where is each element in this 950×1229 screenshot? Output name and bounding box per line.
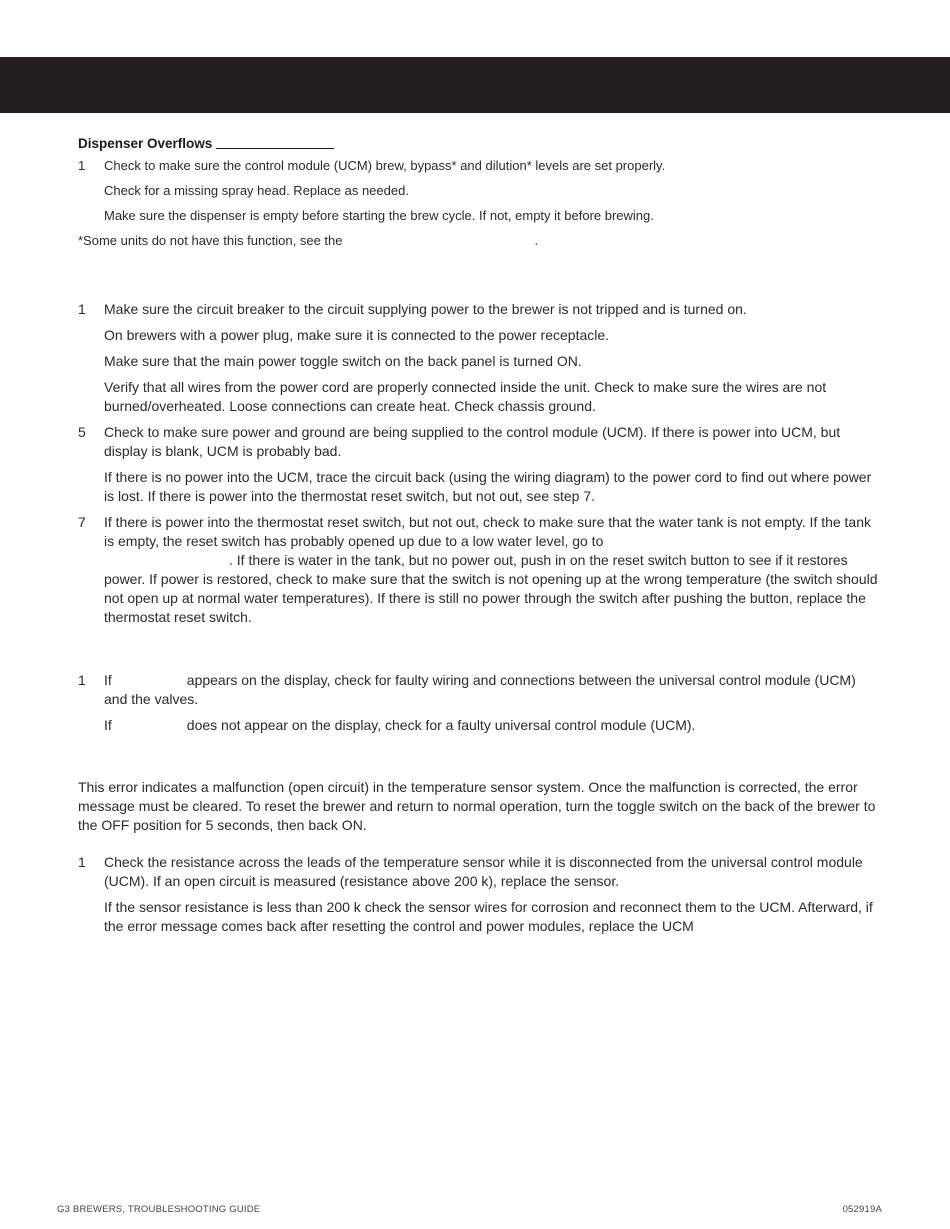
- item-text: . If there is water in the tank, but no power out, push in on the reset switch button to see if it restores power. If power is restored, check to make sure that the switch is not opening up at the wrong temperature (the switch should not open up at normal water temperatures). If there is still no power through the switch after pushing the button, replace the thermostat reset switch.: [104, 552, 878, 625]
- title-underline: [216, 148, 334, 149]
- section-valve-error: [78, 671, 878, 735]
- header-bar: [0, 57, 950, 113]
- footer-title: G3 BREWERS, TROUBLESHOOTING GUIDE: [57, 1204, 261, 1215]
- list-item: [78, 182, 878, 200]
- item-text: If the sensor resistance is less than 200 k check the sensor wires for corrosion and reconnect them to the UCM. Afterward, if the error message comes back after resetting the control and power modules, replace the UCM: [104, 899, 873, 934]
- item-number: 1: [78, 301, 86, 317]
- list-item: [78, 326, 878, 345]
- page-content: [78, 136, 878, 943]
- item-text: Make sure that the main power toggle switch on the back panel is turned ON.: [104, 353, 582, 369]
- item-text: On brewers with a power plug, make sure it is connected to the power receptacle.: [104, 327, 610, 343]
- item-text: Check the resistance across the leads of the temperature sensor while it is disconnected from the universal control module (UCM). If an open circuit is measured (resistance above 200 k), replace the sensor.: [104, 854, 863, 889]
- item-text: does not appear on the display, check for a faulty universal control module (UCM).: [186, 717, 696, 733]
- item-text: appears on the display, check for faulty wiring and connections between the universal control module (UCM) and the valves.: [104, 672, 856, 707]
- item-number: 7: [78, 514, 86, 530]
- section-no-power: [78, 300, 878, 627]
- item-number: 1: [78, 854, 86, 870]
- item-text: Check to make sure power and ground are being supplied to the control module (UCM). If there is power into UCM, but display is blank, UCM is probably bad.: [104, 424, 841, 459]
- list-item: [78, 853, 878, 891]
- section-dispenser-overflows: [78, 136, 878, 250]
- item-text: Verify that all wires from the power cord are properly connected inside the unit. Check to make sure the wires are not burned/overheated. Loose connections can create heat. Check chassis ground.: [104, 379, 827, 414]
- item-number: 1: [78, 672, 86, 688]
- list-item: [78, 468, 878, 506]
- item-number: 1: [78, 158, 86, 173]
- item-text: Check to make sure the control module (UCM) brew, bypass* and dilution* levels are set properly.: [104, 158, 666, 173]
- item-text: Check for a missing spray head. Replace as needed.: [104, 183, 409, 198]
- list-item: [78, 898, 878, 936]
- footer-doc-number: 052919A: [842, 1204, 882, 1215]
- list-item: If does not appear on the display, check for a faulty universal control module (UCM).: [104, 717, 696, 733]
- list-item: [78, 207, 878, 225]
- list-item: 1 If appears on the display, check for faulty wiring and connections between the universal control module (UCM) and the valves.: [78, 672, 856, 707]
- item-text: If there is no power into the UCM, trace the circuit back (using the wiring diagram) to the power cord to find out where power is lost. If there is power into the thermostat reset switch, but not out, see step 7.: [104, 469, 872, 504]
- list-item: [78, 378, 878, 416]
- list-item: [78, 513, 878, 627]
- section-intro: This error indicates a malfunction (open circuit) in the temperature sensor system. Once the malfunction is corrected, the error message must be cleared. To reset the brewer and return to normal operation, turn the toggle switch on the back of the brewer to the OFF position for 5 seconds, then back ON.: [78, 779, 876, 833]
- section-sensor-error: [78, 778, 878, 936]
- list-item: [78, 423, 878, 461]
- item-number: 5: [78, 424, 86, 440]
- list-item: [78, 300, 878, 319]
- item-text: Make sure the circuit breaker to the circuit supplying power to the brewer is not tripped and is turned on.: [104, 301, 747, 317]
- list-item: [78, 352, 878, 371]
- section-title: Dispenser Overflows: [78, 136, 878, 151]
- item-text: Make sure the dispenser is empty before starting the brew cycle. If not, empty it before brewing.: [104, 208, 654, 223]
- footnote: *Some units do not have this function, see the .: [78, 233, 539, 248]
- item-text: If there is power into the thermostat reset switch, but not out, check to make sure that the water tank is not empty. If the tank is empty, the reset switch has probably opened up due to a low water level, go to: [104, 514, 872, 549]
- list-item: [78, 157, 878, 175]
